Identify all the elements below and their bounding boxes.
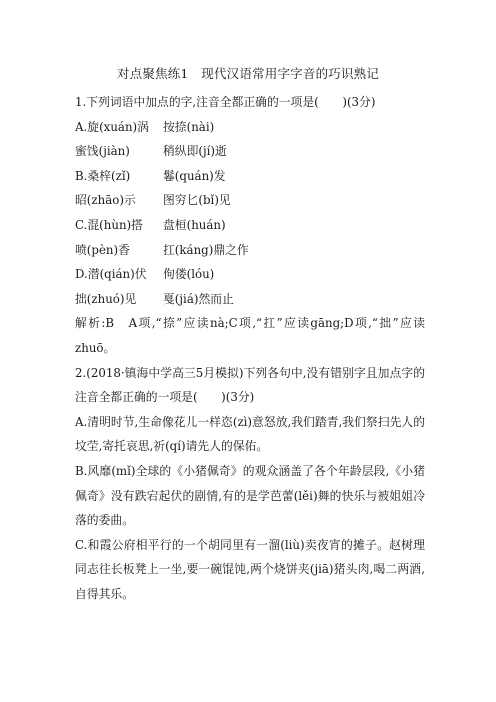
q1-option-row	[75, 213, 425, 238]
q1-stem: 1.下列词语中加点的字,注音全都正确的一项是( )(3分)	[75, 95, 376, 109]
q1-word: D.潜(qián)伏	[75, 267, 147, 282]
q1-word: A.旋(xuán)涡	[75, 119, 149, 134]
q1-word: 戛(jiá)然而止	[163, 291, 234, 306]
q1-option-row	[75, 262, 425, 287]
q1-option-row	[75, 164, 425, 189]
q1-option-row	[75, 139, 425, 164]
q1-word: 图穷匕(bǐ)见	[163, 193, 231, 208]
q2-stem: 2.(2018·镇海中学高三5月模拟)下列各句中,没有错别字且加点字的注音全都正确的一项是( )(3分)	[75, 365, 425, 405]
q1-word: 鬈(quán)发	[163, 168, 226, 183]
q1-word: 盘桓(huán)	[163, 217, 226, 232]
page-title: 对点聚焦练1 现代汉语常用字字音的巧识熟记	[116, 66, 380, 81]
q1-analysis: 解析:B A项,“捺”应读nà;C项,“扛”应读gāng;D项,“拙”应读zhuō。	[75, 316, 425, 355]
q1-word: 蜜饯(jiàn)	[75, 144, 130, 159]
q1-word: 喷(pèn)香	[75, 242, 130, 257]
q1-option-row	[75, 188, 425, 213]
q1-option-row	[75, 115, 425, 140]
q1-word: 拙(zhuó)见	[75, 291, 137, 306]
q1-word: 扛(káng)鼎之作	[163, 242, 249, 257]
q2-option-b: B.风靡(mǐ)全球的《小猪佩奇》的观众涵盖了各个年龄层段,《小猪佩奇》没有跌宕起伏的剧情,有的是学芭蕾(lěi)舞的快乐与被姐姐冷落的委曲。	[75, 463, 425, 528]
question-content	[75, 90, 425, 606]
q1-word: 昭(zhāo)示	[75, 193, 136, 208]
q1-option-row	[75, 238, 425, 263]
q1-word: B.桑梓(zǐ)	[75, 168, 131, 183]
q1-word: C.混(hùn)搭	[75, 217, 143, 232]
q1-option-row	[75, 287, 425, 312]
q2-option-a: A.清明时节,生命像花儿一样恣(zì)意怒放,我们踏青,我们祭扫先人的坟茔,寄托哀思,祈(qí)请先人的保佑。	[75, 414, 425, 454]
q1-word: 佝偻(lóu)	[163, 267, 215, 282]
q1-word: 稍纵即(jí)逝	[163, 144, 227, 159]
q2-option-c: C.和霞公府相平行的一个胡同里有一溜(liù)卖夜宵的摊子。赵树理同志往长板凳上一坐,要一碗馄饨,两个烧饼夹(jiā)猪头肉,喝二两酒,自得其乐。	[75, 537, 425, 601]
q1-word: 按捺(nài)	[163, 119, 215, 134]
